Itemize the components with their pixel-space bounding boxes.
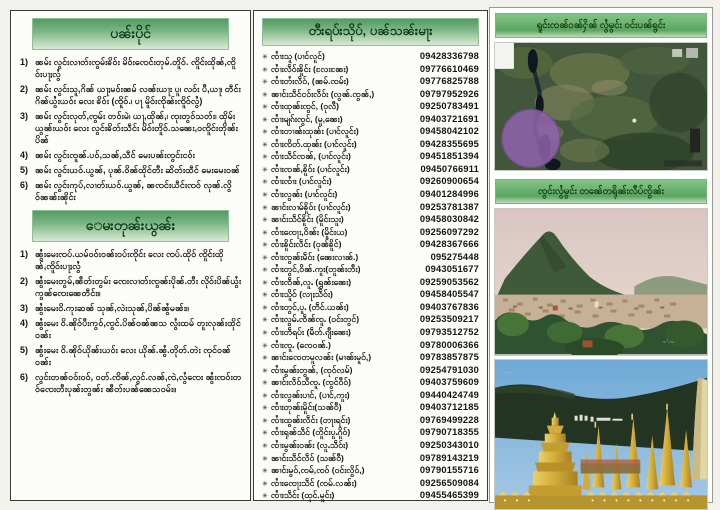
contact-phone: 09428367666 xyxy=(419,239,479,250)
contact-name: ၸၢႆးၸွၼ်းမဵဝ်း (ၼေးလၢၼ်.) xyxy=(270,251,359,262)
directory-row xyxy=(262,352,479,365)
contact-phone: 095275448 xyxy=(430,251,479,262)
contact-name: ၸၢႆးတွင်,ပူႉ (တဵင်.ယၼ်း) xyxy=(270,301,349,312)
directory-row xyxy=(262,101,479,114)
directory-row xyxy=(262,239,479,252)
directory-row xyxy=(262,64,479,77)
list-item-number: 2) xyxy=(20,84,29,94)
asterisk-bullet-icon: ✳ xyxy=(262,254,268,262)
contact-phone: 09403759609 xyxy=(419,377,479,388)
directory-row xyxy=(262,227,479,240)
hilltop-town-photo xyxy=(494,208,708,355)
contact-name: ၸၢႆးၸေႃး,ဝိၼ်း (မိူင်းယ) xyxy=(270,226,348,237)
contact-phone: 09451851394 xyxy=(419,151,479,162)
contact-phone: 09428355695 xyxy=(419,138,479,149)
contact-name: ၸၢႆးတဵရပ်း (မဵတ်.ၵျီးၼေး) xyxy=(270,327,351,338)
asterisk-bullet-icon: ✳ xyxy=(262,192,268,200)
contact-phone: 09403767836 xyxy=(419,301,479,312)
contact-name: ၸၢႆးရုၼ်သဵင် (တိူင်းပူႉဂိူဝ်) xyxy=(270,427,351,438)
asterisk-bullet-icon: ✳ xyxy=(262,468,268,476)
contact-phone: 0943051677 xyxy=(425,264,479,275)
list-item-text: လွင်းတၼ်ဝဝ်းဝဝ်, ဝတ်.ၸိၼ်,လွင်.လၼ်,ၸဲ,လွႆၸေး ၼွႆးၸဝ်းတဝ်ၸေးတီးပုၼ်းတွၼ်း ၼီတ်းပၼ်ၼေသဝမ်း။ xyxy=(35,372,242,394)
asterisk-bullet-icon: ✳ xyxy=(262,380,268,388)
photo-panel xyxy=(489,7,713,503)
contact-name: ၸၢႆးလွမ်ႉၸဵၼ်ၸူႉ (ဝင်းတွင်) xyxy=(270,314,360,325)
list-item-number: 6) xyxy=(20,372,29,382)
contact-name: ၸၢႆးၸူႉ (ၸေဝၼ်.) xyxy=(270,339,331,350)
contact-phone: 09253509217 xyxy=(419,314,479,325)
contact-phone: 09428336798 xyxy=(419,51,479,61)
asterisk-bullet-icon: ✳ xyxy=(262,242,268,250)
list-item-text: ၼမ်း လွင်းယဝ်.ယွၼ်, ပုၼ်.ဝိၼ်ထိုင်တီး ဆိတ်းထဵင် မေးမေးဝၼ် xyxy=(35,165,240,175)
contact-name: ၸၢႆးၸေႃးသဵင် (ၸမ်.လၼ်း) xyxy=(270,477,357,488)
asterisk-bullet-icon: ✳ xyxy=(262,54,268,61)
asterisk-bullet-icon: ✳ xyxy=(262,66,268,74)
contact-phone: 09440424749 xyxy=(419,389,479,400)
directory-row xyxy=(262,327,479,340)
contact-name: ၼၢင်းသဵင်ၶိူင်း (မိူင်းသူး) xyxy=(270,214,344,225)
contact-phone: 09403712185 xyxy=(419,402,479,413)
directory-row xyxy=(262,126,479,139)
asterisk-bullet-icon: ✳ xyxy=(262,204,268,212)
list-item xyxy=(20,302,243,314)
contact-name: ၸၢႆးသူ (ပၢင်လူင်) xyxy=(270,51,325,61)
left-panel-title-2: ေမးတုၼ်းယွၼ်း xyxy=(32,210,230,242)
directory-row xyxy=(262,277,479,290)
directory-panel xyxy=(253,10,488,501)
left-panel xyxy=(10,10,251,501)
list-item-number: 1) xyxy=(20,57,29,67)
directory-row xyxy=(262,390,479,403)
list-item-number: 3) xyxy=(20,303,29,313)
asterisk-bullet-icon: ✳ xyxy=(262,129,268,137)
contact-phone: 09793512752 xyxy=(419,327,479,338)
list-item xyxy=(20,275,243,299)
contact-phone: 09401284996 xyxy=(419,189,479,200)
contact-phone: 09458042102 xyxy=(419,126,479,137)
directory-row xyxy=(262,202,479,215)
contact-name: ၸၢႆးတွင်,ဝိၼ်.ကူး(တူၼ်းတီး) xyxy=(270,264,361,275)
asterisk-bullet-icon: ✳ xyxy=(262,430,268,438)
contact-phone: 09458030842 xyxy=(419,214,479,225)
asterisk-bullet-icon: ✳ xyxy=(262,267,268,275)
contact-phone: 09450766911 xyxy=(420,163,479,174)
list-item-number: 1) xyxy=(20,249,29,259)
contact-name: ၸၢႆးတုၼ်းမိူင်း(သၼ်ဝီ) xyxy=(270,402,342,413)
list-item xyxy=(20,164,243,176)
contact-phone: 09256509084 xyxy=(419,477,479,488)
asterisk-bullet-icon: ✳ xyxy=(262,179,268,187)
contact-name: ၸၢႆးၸၼ်,ၶိူဝ်း (ပၢင်လူင်း) xyxy=(270,163,350,174)
asterisk-bullet-icon: ✳ xyxy=(262,417,268,425)
asterisk-bullet-icon: ✳ xyxy=(262,342,268,350)
golden-pagodas-graphic xyxy=(495,360,707,509)
directory-row xyxy=(262,440,479,453)
contact-name: ၸၢႆးသဵင်း (ထုင်.မူင်း) xyxy=(270,490,335,501)
asterisk-bullet-icon: ✳ xyxy=(262,367,268,375)
asterisk-bullet-icon: ✳ xyxy=(262,480,268,488)
directory-row xyxy=(262,76,479,89)
list-item-number: 4) xyxy=(20,150,29,160)
asterisk-bullet-icon: ✳ xyxy=(262,91,268,99)
rules-list-2 xyxy=(11,247,250,395)
list-item-text: ၼမ်း လွင်းသူ,ဂိၼ် ယႃႈမဝ်းၼမ် လၼ်းယႃး ပူ၊ လဝ်း ပီ,ယႃ၊ တဵင်းဂိၼ်ယွႆးယဝ်း လေး ၶိဝ်း (ၸိူဝ်.၊ ပႃ မိူဝ်းၸိုၼ်းၸိူဝ်လွႆ) xyxy=(35,84,241,106)
contact-name: ၸၢႆးထုၼ်းၸွင်, (ဝုလီ) xyxy=(270,101,340,112)
contact-phone: 09776825788 xyxy=(419,76,479,87)
contact-phone: 09260900654 xyxy=(419,176,479,187)
left-panel-title-1: ပၼ်းပိုင် xyxy=(32,18,230,50)
contact-name: ၸၢႆးမျၵ်းၸွင်, (မူ,ၼေး) xyxy=(270,113,343,124)
directory-row xyxy=(262,189,479,202)
directory-row xyxy=(262,490,479,503)
contact-phone: 09780006366 xyxy=(419,339,479,350)
contact-phone: 09783857875 xyxy=(419,352,479,363)
directory-row xyxy=(262,51,479,64)
contact-phone: 09790718355 xyxy=(419,427,479,438)
list-item-number: 5) xyxy=(20,165,29,175)
directory-row xyxy=(262,427,479,440)
list-item xyxy=(20,56,243,80)
directory-row xyxy=(262,114,479,127)
contact-name: ၸၢႆးၶိူင်းလဵင်း (ဝုၼ်ၶိူင်) xyxy=(270,239,342,250)
list-item xyxy=(20,149,243,161)
directory-row xyxy=(262,139,479,152)
contact-phone: 09256097292 xyxy=(419,226,479,237)
asterisk-bullet-icon: ✳ xyxy=(262,304,268,312)
svg-text:· ···: · ··· xyxy=(502,369,513,376)
asterisk-bullet-icon: ✳ xyxy=(262,292,268,300)
directory-row xyxy=(262,252,479,265)
directory-row xyxy=(262,340,479,353)
contact-phone: 09250343010 xyxy=(419,439,479,450)
contact-name: ၸၢႆးၸိတ်.ထုၼ်း (ပၢင်လူင်း) xyxy=(270,138,357,149)
asterisk-bullet-icon: ✳ xyxy=(262,279,268,287)
contact-name: ၼၢင်းသဵင်ငဝ်းလဵဝ်း (လွၼ်.ၸွၼ်,) xyxy=(270,88,375,99)
contact-name: ၸၢႆးတႆးလဵဝ်, (ၼမ်.ၸမ်း) xyxy=(270,76,349,87)
list-item-number: 4) xyxy=(20,318,29,328)
asterisk-bullet-icon: ✳ xyxy=(262,355,268,363)
asterisk-bullet-icon: ✳ xyxy=(262,154,268,162)
contact-phone: 09797952926 xyxy=(419,88,479,99)
contact-phone: 09253781387 xyxy=(419,201,479,212)
directory-row xyxy=(262,377,479,390)
list-item-text: ၼမ်း လွင်းလၢတ်းၸွမ်းၶိဝ်း မိဝ်းၸေင်းတုမ်.တိူဝ်. ၸိူင်းထိုၼ်,ၸိူဝ်းပႃႈလွႆ xyxy=(35,57,236,79)
photo-panel-title-2: ၸွင်းလွႆမွင်း တၼ်ေတရိုၼ်းလီပ်ၸွိၼ်း xyxy=(495,179,707,204)
directory-row xyxy=(262,302,479,315)
asterisk-bullet-icon: ✳ xyxy=(262,104,268,112)
directory-row xyxy=(262,176,479,189)
directory-row xyxy=(262,478,479,491)
contact-name: ၸၢႆးသိူဝ် (လႃႈသဵဝ်း) xyxy=(270,289,333,300)
asterisk-bullet-icon: ✳ xyxy=(262,392,268,400)
list-item-text: ၼွႆးမေးဝိ.ကုးဆၼ် သုၼ်,လဲးသုၼ်,ပိၼ်ၼွႆမၼ်း။ xyxy=(35,303,189,313)
satellite-map-graphic xyxy=(495,43,707,170)
contact-name: ၼၢင်းသဵင်လဵဝ် (သၼ်ဝီ) xyxy=(270,452,344,463)
asterisk-bullet-icon: ✳ xyxy=(262,166,268,174)
list-item-text: ၼမ်း လွင်းၸူၼ်.ပဝ်,သၼ်,သဵင် မေးပၼ်းၸွင်းငဝ်း xyxy=(35,150,195,160)
contact-name: ၸၢႆးလွၼ်း (ပၢင်လူင်း) xyxy=(270,189,338,200)
list-item xyxy=(20,248,243,272)
contact-name: ၸၢႆးသဵင်ၸၼ်, (ပၢင်လူင်း) xyxy=(270,151,351,162)
directory-row xyxy=(262,314,479,327)
list-item xyxy=(20,83,243,107)
list-item xyxy=(20,179,243,203)
contact-name: ၸၢႆးလွၼ်းပၢင်, (ပၢင်,ကူး) xyxy=(270,389,350,400)
list-item-text: ၼွႆးမေးၸပ်.ယမ်ဝဝ်းဝၼ်းဝပ်းၸိုင်း လေး ၸပ်.ထိုဝ် ၸိူင်းထိုၼ်,ၸိူဝ်းပႃႈလွႆ xyxy=(35,249,224,271)
contact-phone: 09458405547 xyxy=(419,289,479,300)
list-item-number: 3) xyxy=(20,111,29,121)
contact-phone: 09403721691 xyxy=(419,113,479,124)
contact-name: ၼၢင်းလၢမ်ၶိူဝ်း (ပၢင်လူင်း) xyxy=(270,201,351,212)
asterisk-bullet-icon: ✳ xyxy=(262,455,268,463)
directory-row xyxy=(262,453,479,466)
asterisk-bullet-icon: ✳ xyxy=(262,229,268,237)
directory-row xyxy=(262,264,479,277)
directory-row xyxy=(262,402,479,415)
golden-pagodas-photo xyxy=(494,359,708,510)
list-item xyxy=(20,110,243,146)
asterisk-bullet-icon: ✳ xyxy=(262,141,268,149)
contact-name: ၼၢင်းလဵဝ်သီၸူႉ (ၸွင်ဝီဝ်) xyxy=(270,377,352,388)
contact-phone: 09455465399 xyxy=(419,490,479,501)
directory-row xyxy=(262,415,479,428)
contact-phone: 09254791030 xyxy=(419,364,479,375)
list-item-text: ၼမ်း လွင်းလုတ်,ၸွမ်း တဝ်းမဲ၊ ယႃ,ထိုၼ်,၊ ၸုးတွဝ်သတ်း၊ ထိုမ်းယွၼ်းယဝ်း လေး လွင်းၶိတ်းသဵင်း မိဝ်းတိူဝ်.သၼေး,ဝၸိူင်းတိုၼ်းပိၼ် xyxy=(35,111,238,145)
directory-row xyxy=(262,164,479,177)
satellite-map-photo xyxy=(494,42,708,171)
list-item xyxy=(20,371,243,395)
list-item-text: ၼမ်း လွင်းကုပ်,လၢတ်းယဝ်.ယွၼ်, ၼၸင်းယဵင်းၸဝ် လုၼ်.လွိဝ်ၼၼ်းၼိုင်း xyxy=(35,180,232,202)
asterisk-bullet-icon: ✳ xyxy=(262,442,268,450)
list-item-text: ၼွႆးမေး ဝိ.ၼိုဝ်ပီးကွဝ်,ၸွင်.ပိၼ်ဝၼ်ၼသ လွႆးထမ် တူးလုၼ်းထိုင်ဝၼ်း xyxy=(35,318,241,340)
list-item-number: 5) xyxy=(20,345,29,355)
list-item-number: 6) xyxy=(20,180,29,190)
contact-name: ၼၢင်းမွဝ်,ၸမ်,ၸဝ် (ဝင်းလွိဝ်,) xyxy=(270,465,365,476)
contact-name: ၼၢင်းၸေတမူလၼ်း (မၢၼ်းမူဝ်,) xyxy=(270,352,372,363)
contact-phone: 09259053562 xyxy=(419,276,479,287)
contact-phone: 09789143219 xyxy=(419,452,479,463)
asterisk-bullet-icon: ✳ xyxy=(262,493,268,501)
directory-row xyxy=(262,365,479,378)
contact-name: ၸၢႆးတၢၼ်းထုၼ်း (ပၢင်လူင်း) xyxy=(270,126,359,137)
list-item-number: 2) xyxy=(20,276,29,286)
asterisk-bullet-icon: ✳ xyxy=(262,317,268,325)
list-item-text: ၼွႆးမေးတွမ်,ၼီတ်းတွမ်း ၸေးလၢတ်းၸွၼ်းပိုၼ်.တီး လိုဝ်းပိၼ်ယွႆးကွၼ်ၸေးၼေတဵင်း။ xyxy=(35,276,242,298)
directory-title: တီးရပ်းသိုပ်, ပၼ်သၼ်းမႃး xyxy=(262,18,478,46)
list-item xyxy=(20,317,243,341)
contact-name: ၸၢႆးၸဵၼ်,လူႉ (ရွှၼ်းၼေး) xyxy=(270,276,352,287)
asterisk-bullet-icon: ✳ xyxy=(262,405,268,413)
asterisk-bullet-icon: ✳ xyxy=(262,116,268,124)
directory-row xyxy=(262,89,479,102)
asterisk-bullet-icon: ✳ xyxy=(262,330,268,338)
directory-row xyxy=(262,214,479,227)
asterisk-bullet-icon: ✳ xyxy=(262,79,268,87)
rules-list-1 xyxy=(11,55,250,203)
contact-name: ၸၢႆးမွၼ်းဝၼ်း (လူႉသဵဝ်း) xyxy=(270,439,349,450)
contact-name: ၸၢႆးမွၼ်းတွၼ်, (ၸုဝ်လမ်) xyxy=(270,364,353,375)
directory-list xyxy=(254,51,487,503)
contact-name: ၸၢႆးၸၢႆး (ပၢင်လူင်း) xyxy=(270,176,332,187)
contact-phone: 09790155716 xyxy=(419,465,479,476)
list-item xyxy=(20,344,243,368)
hilltop-town-graphic xyxy=(495,209,707,354)
directory-row xyxy=(262,289,479,302)
contact-name: ၸၢႆးလဵဝ်းၶိူင်း (လႄးၼႄး) xyxy=(270,63,349,74)
contact-phone: 09776610469 xyxy=(419,63,479,74)
photo-panel-title-1: ရူင်းၸၼ်ဝၼ်ႁိၼ် လွႆမွင်း ဝင်းပၼ်ရွင်း xyxy=(495,13,707,38)
contact-phone: 09250783491 xyxy=(419,101,479,112)
contact-name: ၸၢႆးထွၼ်းလဵင်း (တႃးရင်း) xyxy=(270,414,351,425)
asterisk-bullet-icon: ✳ xyxy=(262,217,268,225)
directory-row xyxy=(262,151,479,164)
contact-phone: 09769499228 xyxy=(419,414,479,425)
svg-text:~'·~: ~'·~ xyxy=(662,339,674,347)
list-item-text: ၼွႆးမေး ဝိ.ၼိုဝ်ယိုၼ်းယဝ်း လေး ယိုၼ်.ၼွႆ.တိုတ်.တဲး ၸုင်ဝၼ်ဝၼ်း xyxy=(35,345,231,367)
directory-row xyxy=(262,465,479,478)
